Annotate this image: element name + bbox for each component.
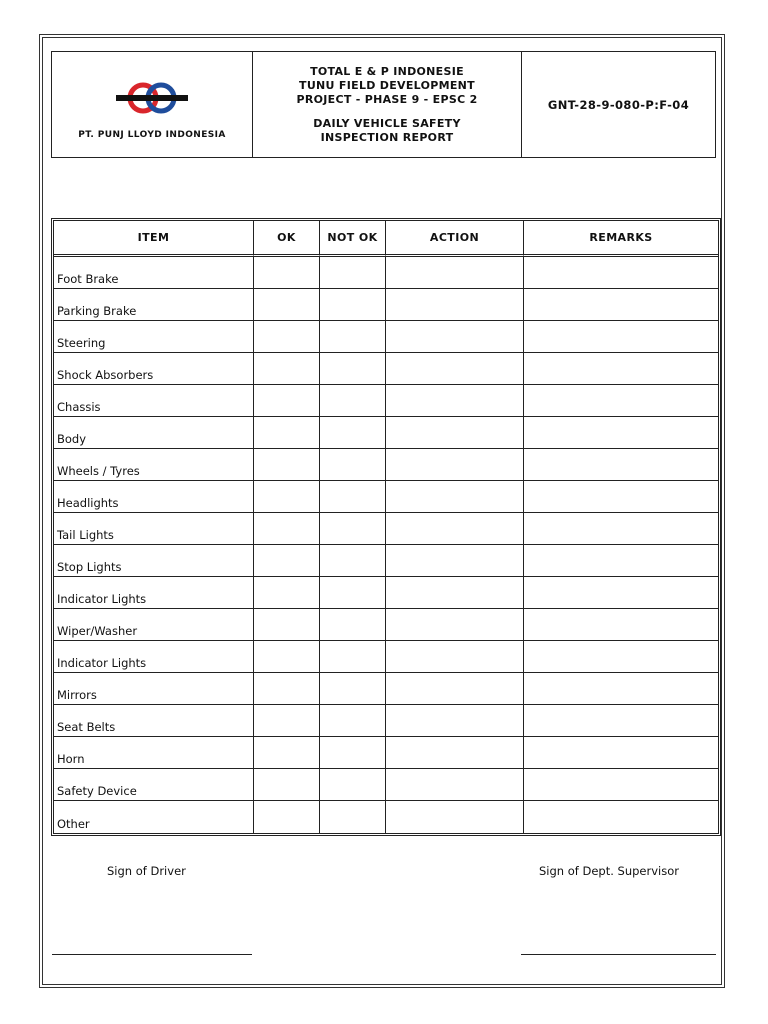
not-ok-cell[interactable]: [320, 385, 386, 417]
not-ok-cell[interactable]: [320, 737, 386, 769]
title-line-2: TUNU FIELD DEVELOPMENT: [299, 78, 475, 92]
not-ok-cell[interactable]: [320, 641, 386, 673]
item-label: Body: [54, 417, 254, 449]
table-row: [54, 289, 718, 321]
not-ok-cell[interactable]: [320, 257, 386, 289]
item-label: Mirrors: [54, 673, 254, 705]
ok-cell[interactable]: [254, 417, 320, 449]
not-ok-cell[interactable]: [320, 673, 386, 705]
supervisor-signature-line[interactable]: [521, 954, 716, 955]
column-header-item: ITEM: [54, 221, 254, 257]
driver-signature-line[interactable]: [52, 954, 252, 955]
not-ok-cell[interactable]: [320, 769, 386, 801]
not-ok-cell[interactable]: [320, 321, 386, 353]
not-ok-cell[interactable]: [320, 577, 386, 609]
ok-cell[interactable]: [254, 577, 320, 609]
not-ok-cell[interactable]: [320, 449, 386, 481]
document-code: GNT-28-9-080-P:F-04: [522, 52, 716, 158]
remarks-cell[interactable]: [524, 705, 718, 737]
report-title-line-2: INSPECTION REPORT: [320, 130, 454, 144]
title-line-3: PROJECT - PHASE 9 - EPSC 2: [296, 92, 478, 106]
remarks-cell[interactable]: [524, 673, 718, 705]
column-header-ok: OK: [254, 221, 320, 257]
remarks-cell[interactable]: [524, 545, 718, 577]
action-cell[interactable]: [386, 417, 524, 449]
action-cell[interactable]: [386, 513, 524, 545]
ok-cell[interactable]: [254, 545, 320, 577]
remarks-cell[interactable]: [524, 769, 718, 801]
column-header-remarks: REMARKS: [524, 221, 718, 257]
ok-cell[interactable]: [254, 609, 320, 641]
column-header-not-ok: NOT OK: [320, 221, 386, 257]
item-label: Indicator Lights: [54, 641, 254, 673]
report-title-line-1: DAILY VEHICLE SAFETY: [313, 116, 461, 130]
table-row: [54, 481, 718, 513]
inspection-rows: [54, 257, 718, 833]
action-cell[interactable]: [386, 449, 524, 481]
action-cell[interactable]: [386, 641, 524, 673]
item-label: Horn: [54, 737, 254, 769]
not-ok-cell[interactable]: [320, 513, 386, 545]
not-ok-cell[interactable]: [320, 353, 386, 385]
table-row: [54, 513, 718, 545]
remarks-cell[interactable]: [524, 737, 718, 769]
table-row: [54, 417, 718, 449]
remarks-cell[interactable]: [524, 801, 718, 833]
report-title-cell: [253, 52, 522, 158]
form-header: [51, 51, 716, 158]
action-cell[interactable]: [386, 289, 524, 321]
item-label: Headlights: [54, 481, 254, 513]
item-label: Shock Absorbers: [54, 353, 254, 385]
action-cell[interactable]: [386, 769, 524, 801]
ok-cell[interactable]: [254, 321, 320, 353]
ok-cell[interactable]: [254, 801, 320, 833]
action-cell[interactable]: [386, 673, 524, 705]
action-cell[interactable]: [386, 609, 524, 641]
table-row: [54, 545, 718, 577]
title-line-1: TOTAL E & P INDONESIE: [310, 64, 464, 78]
item-label: Parking Brake: [54, 289, 254, 321]
not-ok-cell[interactable]: [320, 609, 386, 641]
table-row: [54, 257, 718, 289]
not-ok-cell[interactable]: [320, 289, 386, 321]
table-row: [54, 769, 718, 801]
company-logo-icon: [116, 76, 188, 124]
company-name: PT. PUNJ LLOYD INDONESIA: [78, 130, 226, 140]
remarks-cell[interactable]: [524, 641, 718, 673]
remarks-cell[interactable]: [524, 449, 718, 481]
ok-cell[interactable]: [254, 353, 320, 385]
inspection-table: [51, 218, 721, 836]
table-row: [54, 321, 718, 353]
remarks-cell[interactable]: [524, 513, 718, 545]
remarks-cell[interactable]: [524, 353, 718, 385]
not-ok-cell[interactable]: [320, 545, 386, 577]
item-label: Other: [54, 801, 254, 833]
table-row: [54, 609, 718, 641]
item-label: Safety Device: [54, 769, 254, 801]
item-label: Steering: [54, 321, 254, 353]
ok-cell[interactable]: [254, 257, 320, 289]
ok-cell[interactable]: [254, 481, 320, 513]
table-row: [54, 737, 718, 769]
action-cell[interactable]: [386, 545, 524, 577]
ok-cell[interactable]: [254, 737, 320, 769]
remarks-cell[interactable]: [524, 417, 718, 449]
table-row: [54, 801, 718, 833]
action-cell[interactable]: [386, 801, 524, 833]
logo-cell: [52, 52, 253, 158]
supervisor-signature-label: Sign of Dept. Supervisor: [539, 864, 679, 878]
table-row: [54, 353, 718, 385]
table-row: [54, 385, 718, 417]
item-label: Chassis: [54, 385, 254, 417]
action-cell[interactable]: [386, 737, 524, 769]
action-cell[interactable]: [386, 705, 524, 737]
action-cell[interactable]: [386, 481, 524, 513]
item-label: Foot Brake: [54, 257, 254, 289]
item-label: Wheels / Tyres: [54, 449, 254, 481]
not-ok-cell[interactable]: [320, 417, 386, 449]
item-label: Stop Lights: [54, 545, 254, 577]
ok-cell[interactable]: [254, 673, 320, 705]
ok-cell[interactable]: [254, 289, 320, 321]
ok-cell[interactable]: [254, 449, 320, 481]
item-label: Seat Belts: [54, 705, 254, 737]
not-ok-cell[interactable]: [320, 705, 386, 737]
action-cell[interactable]: [386, 257, 524, 289]
action-cell[interactable]: [386, 577, 524, 609]
column-header-action: ACTION: [386, 221, 524, 257]
item-label: Wiper/Washer: [54, 609, 254, 641]
action-cell[interactable]: [386, 353, 524, 385]
action-cell[interactable]: [386, 385, 524, 417]
ok-cell[interactable]: [254, 641, 320, 673]
ok-cell[interactable]: [254, 513, 320, 545]
remarks-cell[interactable]: [524, 321, 718, 353]
driver-signature-label: Sign of Driver: [107, 864, 186, 878]
remarks-cell[interactable]: [524, 609, 718, 641]
remarks-cell[interactable]: [524, 481, 718, 513]
table-row: [54, 705, 718, 737]
ok-cell[interactable]: [254, 385, 320, 417]
remarks-cell[interactable]: [524, 257, 718, 289]
remarks-cell[interactable]: [524, 385, 718, 417]
item-label: Indicator Lights: [54, 577, 254, 609]
table-row: [54, 449, 718, 481]
table-row: [54, 577, 718, 609]
ok-cell[interactable]: [254, 769, 320, 801]
not-ok-cell[interactable]: [320, 801, 386, 833]
table-row: [54, 641, 718, 673]
remarks-cell[interactable]: [524, 289, 718, 321]
table-row: [54, 673, 718, 705]
not-ok-cell[interactable]: [320, 481, 386, 513]
item-label: Tail Lights: [54, 513, 254, 545]
remarks-cell[interactable]: [524, 577, 718, 609]
action-cell[interactable]: [386, 321, 524, 353]
ok-cell[interactable]: [254, 705, 320, 737]
